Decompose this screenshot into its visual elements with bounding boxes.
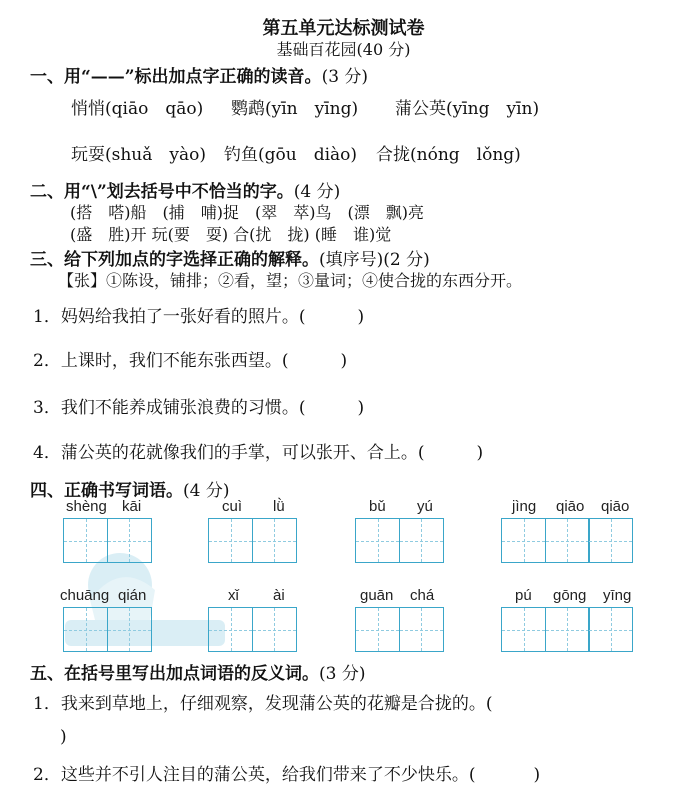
writing-cell[interactable] — [588, 518, 633, 563]
pinyin-8a: pú — [515, 587, 532, 604]
pinyin-7a: guān — [360, 587, 394, 604]
pinyin-5b: qián — [118, 587, 147, 604]
pinyin-6b: ài — [273, 587, 285, 604]
page-subtitle: 基础百花园(40 分) — [276, 40, 411, 59]
s1-row2-item-2: 钓鱼(gōu diào) — [224, 145, 358, 165]
s5-item-1: 1．我来到草地上，仔细观察，发现蒲公英的花瓣是合拢的。( — [33, 694, 493, 714]
writing-cell[interactable] — [63, 518, 108, 563]
s5-item-2 — [33, 760, 540, 785]
s2-row-2: (盛 胜)开 玩(要 耍) 合(扰 拢) (睡 谁)觉 — [70, 225, 392, 244]
pinyin-5a: chuāng — [60, 587, 110, 604]
section-5-heading — [30, 659, 365, 684]
page-title: 第五单元达标测试卷 — [262, 18, 425, 39]
pinyin-7b: chá — [410, 587, 435, 604]
writing-cell[interactable] — [63, 607, 108, 652]
writing-cell[interactable] — [588, 607, 633, 652]
section-3-points: (填序号)(2 分) — [319, 250, 430, 270]
s3-item-3-close: ) — [357, 398, 365, 418]
section-4-points: (4 分) — [183, 481, 230, 501]
pinyin-2b: lǜ — [273, 498, 285, 515]
s3-item-2 — [33, 346, 347, 371]
pinyin-4c: qiāo — [601, 498, 630, 515]
writing-grid-4 — [501, 518, 632, 563]
s5-item-1-close: ) — [60, 727, 67, 747]
pinyin-8c: yīng — [603, 587, 632, 604]
section-2-heading-text: 二、用“\”划去括号中不恰当的字。 — [30, 182, 294, 202]
s3-item-1-text: 1．妈妈给我拍了一张好看的照片。( — [33, 307, 306, 327]
s3-item-4-close: ) — [476, 443, 484, 463]
writing-grid-2 — [208, 518, 295, 563]
pinyin-3b: yú — [417, 498, 433, 515]
writing-cell[interactable] — [545, 607, 590, 652]
writing-cell[interactable] — [501, 518, 546, 563]
section-2-points: (4 分) — [293, 182, 341, 202]
writing-cell[interactable] — [208, 607, 253, 652]
writing-grid-3 — [355, 518, 442, 563]
writing-grid-7 — [355, 607, 442, 652]
section-3-heading-text: 三、给下列加点的字选择正确的解释。 — [30, 250, 319, 270]
writing-grid-6 — [208, 607, 295, 652]
writing-cell[interactable] — [501, 607, 546, 652]
s3-item-4-text: 4．蒲公英的花就像我们的手掌，可以张开、合上。( — [33, 443, 425, 463]
pinyin-6a: xǐ — [228, 587, 239, 604]
s1-row2-item-3: 合拢(nóng lǒng) — [376, 145, 521, 165]
writing-cell[interactable] — [545, 518, 590, 563]
s3-item-2-close: ) — [340, 351, 348, 371]
section-4-heading-text: 四、正确书写词语。 — [30, 481, 183, 501]
section-1-points: (3 分) — [321, 67, 369, 87]
writing-cell[interactable] — [399, 607, 444, 652]
writing-cell[interactable] — [252, 518, 297, 563]
writing-cell[interactable] — [252, 607, 297, 652]
s5-item-2-close: ) — [533, 765, 541, 785]
section-1-heading — [30, 62, 368, 87]
writing-grid-1 — [63, 518, 150, 563]
s3-item-3-text: 3．我们不能养成铺张浪费的习惯。( — [33, 398, 306, 418]
pinyin-1b: kāi — [122, 498, 142, 515]
pinyin-4a: jìng — [512, 498, 537, 515]
s3-item-4 — [33, 438, 483, 463]
writing-cell[interactable] — [399, 518, 444, 563]
s1-row2-item-1: 玩耍(shuǎ yào) — [71, 145, 206, 165]
writing-grid-5 — [63, 607, 150, 652]
s1-row1-item-3: 蒲公英(yīng yīn) — [395, 99, 540, 119]
section-5-points: (3 分) — [319, 664, 366, 684]
writing-cell[interactable] — [355, 518, 400, 563]
s3-item-1-close: ) — [357, 307, 365, 327]
pinyin-2a: cuì — [222, 498, 243, 515]
section-1-heading-text: 一、用“——”标出加点字正确的读音。 — [30, 67, 322, 87]
s3-definition: 【张】①陈设，铺排；②看，望；③量词；④使合拢的东西分开。 — [58, 271, 523, 290]
pinyin-8b: gōng — [553, 587, 587, 604]
writing-cell[interactable] — [107, 518, 152, 563]
s1-row1-item-1: 悄悄(qiāo qāo) — [71, 99, 204, 119]
pinyin-1a: shèng — [66, 498, 107, 515]
writing-grid-8 — [501, 607, 632, 652]
s5-item-2-text: 2．这些并不引人注目的蒲公英，给我们带来了不少快乐。( — [33, 765, 476, 785]
writing-cell[interactable] — [355, 607, 400, 652]
s3-item-2-text: 2．上课时，我们不能东张西望。( — [33, 351, 289, 371]
s1-row1-item-2: 鹦鹉(yīn yīng) — [231, 99, 359, 119]
pinyin-3a: bǔ — [369, 498, 386, 515]
writing-cell[interactable] — [107, 607, 152, 652]
s3-item-3 — [33, 393, 364, 418]
s2-row-1: (搭 嗒)船 (捕 哺)捉 (翠 萃)鸟 (漂 飘)亮 — [70, 203, 424, 222]
pinyin-4b: qiāo — [556, 498, 585, 515]
section-3-heading — [30, 245, 430, 270]
s3-item-1 — [33, 302, 364, 327]
section-5-heading-text: 五、在括号里写出加点词语的反义词。 — [30, 664, 319, 684]
writing-cell[interactable] — [208, 518, 253, 563]
section-2-heading — [30, 177, 340, 202]
